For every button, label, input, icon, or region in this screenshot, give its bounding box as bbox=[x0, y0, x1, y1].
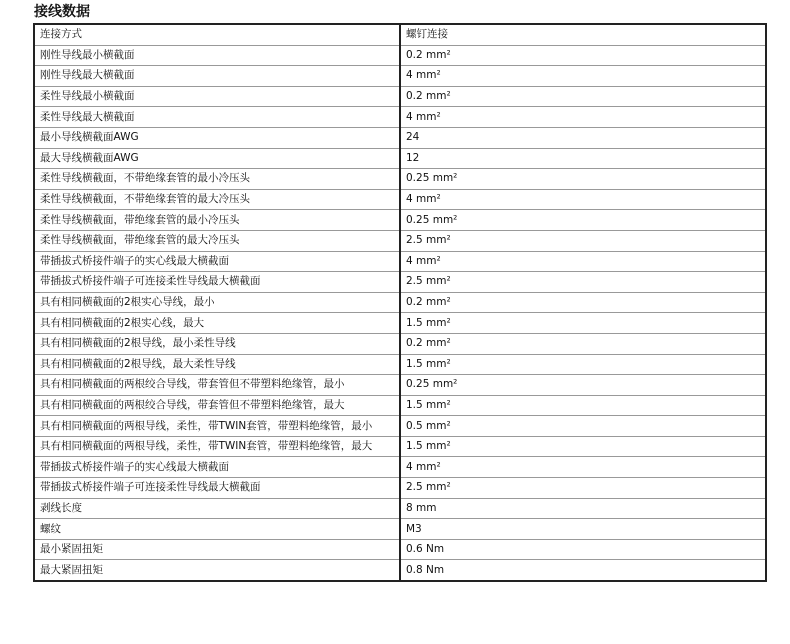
row-value: 8 mm bbox=[400, 498, 766, 519]
row-value: 2.5 mm² bbox=[400, 272, 766, 293]
row-label: 螺纹 bbox=[34, 519, 400, 540]
table-row bbox=[34, 210, 766, 231]
row-label: 刚性导线最小横截面 bbox=[34, 45, 400, 66]
row-label: 柔性导线横截面，不带绝缘套管的最大冷压头 bbox=[34, 189, 400, 210]
row-label: 具有相同横截面的2根导线，最大柔性导线 bbox=[34, 354, 400, 375]
row-label: 最大导线横截面AWG bbox=[34, 148, 400, 169]
row-value: 0.2 mm² bbox=[400, 333, 766, 354]
row-value: 1.5 mm² bbox=[400, 395, 766, 416]
row-value: 1.5 mm² bbox=[400, 436, 766, 457]
row-label: 柔性导线最小横截面 bbox=[34, 86, 400, 107]
table-row bbox=[34, 313, 766, 334]
table-row bbox=[34, 333, 766, 354]
row-label: 柔性导线横截面，带绝缘套管的最大冷压头 bbox=[34, 230, 400, 251]
table-row bbox=[34, 148, 766, 169]
row-label: 带插拔式桥接件端子可连接柔性导线最大横截面 bbox=[34, 272, 400, 293]
row-label: 具有相同横截面的两根绞合导线，带套管但不带塑料绝缘管，最小 bbox=[34, 375, 400, 396]
table-row bbox=[34, 24, 766, 45]
connection-data-table bbox=[33, 23, 767, 582]
table-row bbox=[34, 251, 766, 272]
row-value: 0.8 Nm bbox=[400, 560, 766, 581]
table-row bbox=[34, 395, 766, 416]
table-row bbox=[34, 230, 766, 251]
table-row bbox=[34, 478, 766, 499]
row-label: 具有相同横截面的两根导线，柔性，带TWIN套管，带塑料绝缘管，最大 bbox=[34, 436, 400, 457]
row-label: 具有相同横截面的两根绞合导线，带套管但不带塑料绝缘管，最大 bbox=[34, 395, 400, 416]
table-row bbox=[34, 375, 766, 396]
row-label: 最小紧固扭矩 bbox=[34, 539, 400, 560]
table-row bbox=[34, 436, 766, 457]
table-row bbox=[34, 107, 766, 128]
row-label: 具有相同横截面的2根实心线，最大 bbox=[34, 313, 400, 334]
table-row bbox=[34, 519, 766, 540]
row-value: 0.5 mm² bbox=[400, 416, 766, 437]
row-value: 1.5 mm² bbox=[400, 313, 766, 334]
table-row bbox=[34, 272, 766, 293]
row-value: 0.25 mm² bbox=[400, 210, 766, 231]
row-label: 具有相同横截面的2根导线，最小柔性导线 bbox=[34, 333, 400, 354]
row-label: 带插拔式桥接件端子的实心线最大横截面 bbox=[34, 457, 400, 478]
row-label: 最小导线横截面AWG bbox=[34, 127, 400, 148]
table-body bbox=[34, 24, 766, 581]
row-value: 12 bbox=[400, 148, 766, 169]
table-row bbox=[34, 292, 766, 313]
row-label: 带插拔式桥接件端子可连接柔性导线最大横截面 bbox=[34, 478, 400, 499]
row-value: 4 mm² bbox=[400, 457, 766, 478]
row-value: 24 bbox=[400, 127, 766, 148]
row-label: 柔性导线最大横截面 bbox=[34, 107, 400, 128]
row-label: 具有相同横截面的两根导线，柔性，带TWIN套管，带塑料绝缘管，最小 bbox=[34, 416, 400, 437]
table-row bbox=[34, 127, 766, 148]
row-value: 0.2 mm² bbox=[400, 292, 766, 313]
page-title: 接线数据 bbox=[34, 4, 90, 20]
row-value: 1.5 mm² bbox=[400, 354, 766, 375]
row-label: 剥线长度 bbox=[34, 498, 400, 519]
row-value: 4 mm² bbox=[400, 251, 766, 272]
row-label: 连接方式 bbox=[34, 24, 400, 45]
table-row bbox=[34, 189, 766, 210]
table-row bbox=[34, 539, 766, 560]
table-row bbox=[34, 169, 766, 190]
row-value: 螺钉连接 bbox=[400, 24, 766, 45]
row-label: 刚性导线最大横截面 bbox=[34, 66, 400, 87]
row-value: 0.6 Nm bbox=[400, 539, 766, 560]
row-value: 4 mm² bbox=[400, 189, 766, 210]
table-row bbox=[34, 457, 766, 478]
row-value: 2.5 mm² bbox=[400, 230, 766, 251]
row-value: 4 mm² bbox=[400, 107, 766, 128]
row-value: 0.25 mm² bbox=[400, 375, 766, 396]
row-label: 具有相同横截面的2根实心导线，最小 bbox=[34, 292, 400, 313]
row-label: 带插拔式桥接件端子的实心线最大横截面 bbox=[34, 251, 400, 272]
row-label: 最大紧固扭矩 bbox=[34, 560, 400, 581]
row-label: 柔性导线横截面，带绝缘套管的最小冷压头 bbox=[34, 210, 400, 231]
table-row bbox=[34, 560, 766, 581]
row-value: 0.2 mm² bbox=[400, 86, 766, 107]
table-row bbox=[34, 45, 766, 66]
table-row bbox=[34, 498, 766, 519]
row-value: 0.2 mm² bbox=[400, 45, 766, 66]
row-label: 柔性导线横截面，不带绝缘套管的最小冷压头 bbox=[34, 169, 400, 190]
row-value: 0.25 mm² bbox=[400, 169, 766, 190]
table-row bbox=[34, 66, 766, 87]
row-value: 2.5 mm² bbox=[400, 478, 766, 499]
table-row bbox=[34, 86, 766, 107]
table-row bbox=[34, 416, 766, 437]
table-row bbox=[34, 354, 766, 375]
row-value: M3 bbox=[400, 519, 766, 540]
row-value: 4 mm² bbox=[400, 66, 766, 87]
